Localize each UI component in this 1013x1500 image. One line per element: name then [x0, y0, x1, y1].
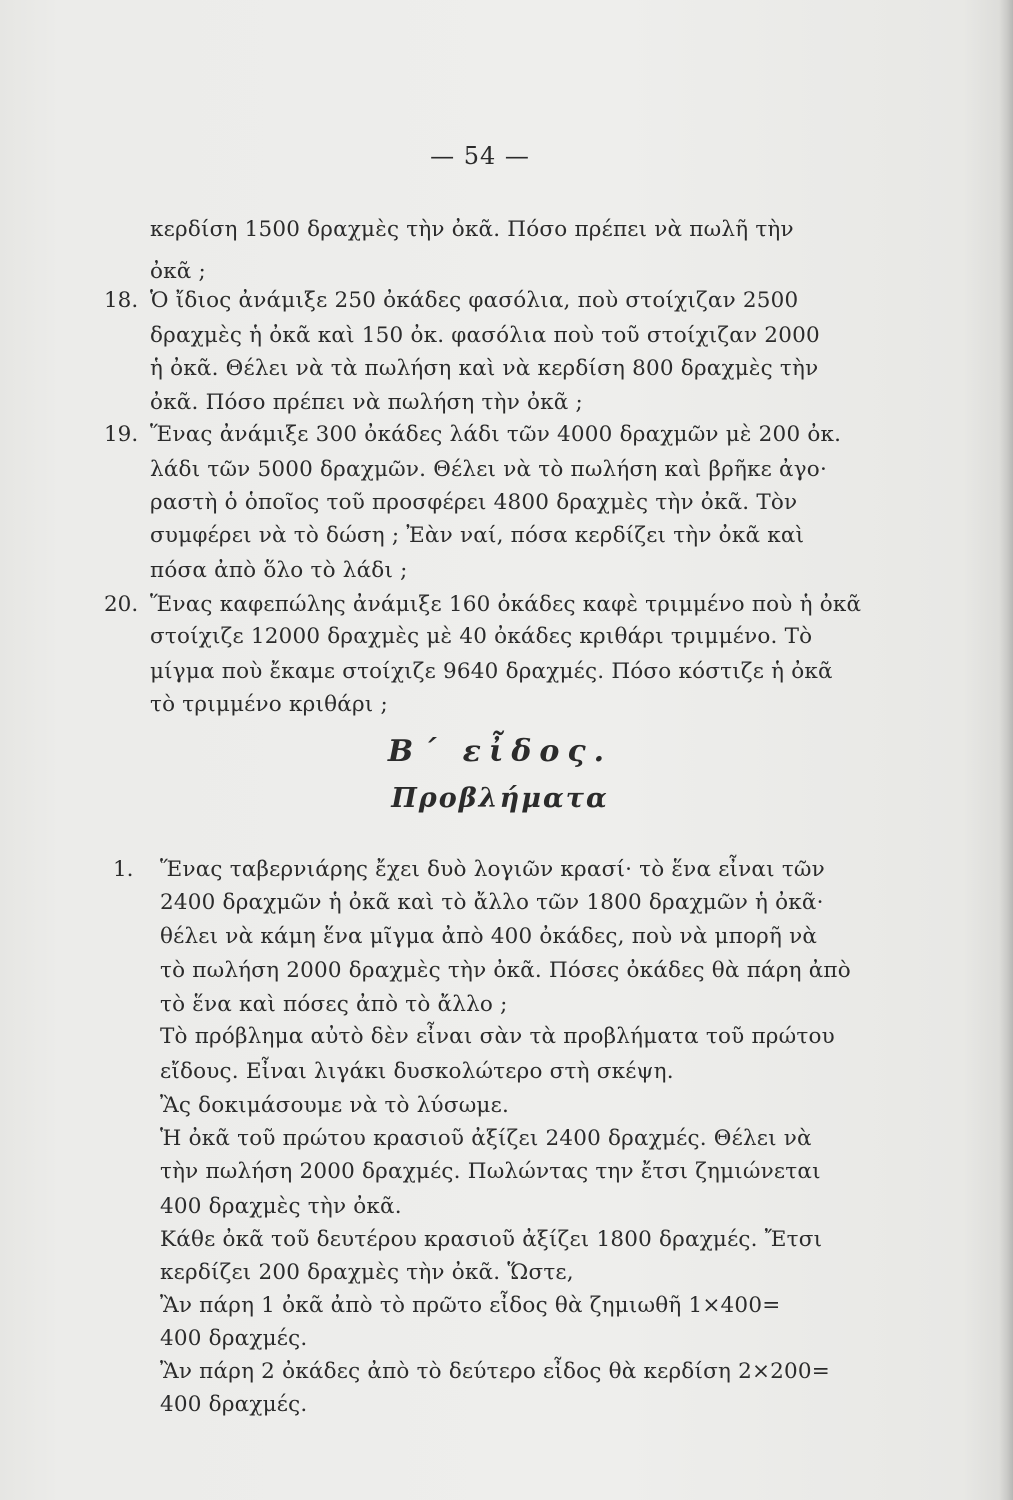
page-number: — 54 —: [430, 142, 530, 170]
text-line: τὸ ἕνα καὶ πόσες ἀπὸ τὸ ἄλλο ;: [160, 992, 508, 1017]
text-line: τὸ τριμμένο κριθάρι ;: [150, 692, 388, 717]
section-heading: Β΄ εἶδος.: [387, 734, 613, 769]
text-line: ραστὴ ὁ ὁποῖος τοῦ προσφέρει 4800 δραχμὲς τὴν ὀκᾶ. Τὸν: [150, 490, 798, 515]
text-line: συμφέρει νὰ τὸ δώση ; Ἐὰν ναί, πόσα κερδίζει τὴν ὀκᾶ καὶ: [150, 523, 805, 548]
text-line: Ἂς δοκιμάσουμε νὰ τὸ λύσωμε.: [160, 1093, 509, 1118]
text-line: πόσα ἀπὸ ὅλο τὸ λάδι ;: [150, 558, 408, 583]
problem-number: 18.: [104, 288, 139, 313]
page-edge-shadow: [999, 0, 1013, 1500]
text-line: εἴδους. Εἶναι λιγάκι δυσκολώτερο στὴ σκέψη.: [160, 1059, 674, 1084]
text-line: Ἕνας καφεπώλης ἀνάμιξε 160 ὀκάδες καφὲ τριμμένο ποὺ ἡ ὀκᾶ: [150, 592, 862, 617]
text-line: 400 δραχμὲς τὴν ὀκᾶ.: [160, 1194, 402, 1219]
text-line: 400 δραχμές.: [160, 1392, 308, 1417]
text-line: Τὸ πρόβλημα αὐτὸ δὲν εἶναι σὰν τὰ προβλήματα τοῦ πρώτου: [160, 1024, 835, 1049]
text-line: ὀκᾶ ;: [150, 259, 206, 284]
problem-number: 19.: [104, 422, 139, 447]
text-line: μίγμα ποὺ ἔκαμε στοίχιζε 9640 δραχμές. Πόσο κόστιζε ἡ ὀκᾶ: [150, 659, 833, 684]
text-line: Ἕνας ἀνάμιξε 300 ὀκάδες λάδι τῶν 4000 δραχμῶν μὲ 200 ὀκ.: [150, 422, 842, 447]
text-line: ὀκᾶ. Πόσο πρέπει νὰ πωλήση τὴν ὀκᾶ ;: [150, 390, 584, 415]
text-line: λάδι τῶν 5000 δραχμῶν. Θέλει νὰ τὸ πωλήση καὶ βρῆκε ἀγο·: [150, 457, 827, 482]
text-line: στοίχιζε 12000 δραχμὲς μὲ 40 ὀκάδες κριθάρι τριμμένο. Τὸ: [150, 624, 813, 649]
text-line: 400 δραχμές.: [160, 1326, 308, 1351]
text-line: θέλει νὰ κάμη ἕνα μῖγμα ἀπὸ 400 ὀκάδες, ποὺ νὰ μπορῆ νὰ: [160, 924, 818, 949]
text-line: Ἕνας ταβερνιάρης ἔχει δυὸ λογιῶν κρασί· τὸ ἕνα εἶναι τῶν: [160, 857, 825, 882]
text-line: Ἂν πάρη 1 ὀκᾶ ἀπὸ τὸ πρῶτο εἶδος θὰ ζημιωθῆ 1×400=: [160, 1293, 781, 1318]
section-subheading: Προβλήματα: [391, 783, 609, 814]
text-line: δραχμὲς ἡ ὀκᾶ καὶ 150 ὀκ. φασόλια ποὺ τοῦ στοίχιζαν 2000: [150, 323, 820, 348]
text-line: κερδίση 1500 δραχμὲς τὴν ὀκᾶ. Πόσο πρέπει νὰ πωλῆ τὴν: [150, 217, 794, 242]
text-line: ἡ ὀκᾶ. Θέλει νὰ τὰ πωλήση καὶ νὰ κερδίση 800 δραχμὲς τὴν: [150, 356, 819, 381]
text-line: τὴν πωλήση 2000 δραχμές. Πωλώντας την ἔτσι ζημιώνεται: [160, 1159, 821, 1184]
text-line: 2400 δραχμῶν ἡ ὀκᾶ καὶ τὸ ἄλλο τῶν 1800 δραχμῶν ἡ ὀκᾶ·: [160, 890, 824, 915]
text-line: Ὁ ἴδιος ἀνάμιξε 250 ὀκάδες φασόλια, ποὺ στοίχιζαν 2500: [150, 288, 799, 313]
text-line: κερδίζει 200 δραχμὲς τὴν ὀκᾶ. Ὥστε,: [160, 1260, 574, 1285]
problem-number: 1.: [113, 857, 134, 882]
problem-number: 20.: [104, 592, 139, 617]
text-line: Κάθε ὀκᾶ τοῦ δευτέρου κρασιοῦ ἀξίζει 1800 δραχμές. Ἔτσι: [160, 1227, 823, 1252]
text-line: Ἂν πάρη 2 ὀκάδες ἀπὸ τὸ δεύτερο εἶδος θὰ κερδίση 2×200=: [160, 1359, 831, 1384]
text-line: τὸ πωλήση 2000 δραχμὲς τὴν ὀκᾶ. Πόσες ὀκάδες θὰ πάρη ἀπὸ: [160, 958, 851, 983]
text-line: Ἡ ὀκᾶ τοῦ πρώτου κρασιοῦ ἀξίζει 2400 δραχμές. Θέλει νὰ: [160, 1126, 812, 1151]
